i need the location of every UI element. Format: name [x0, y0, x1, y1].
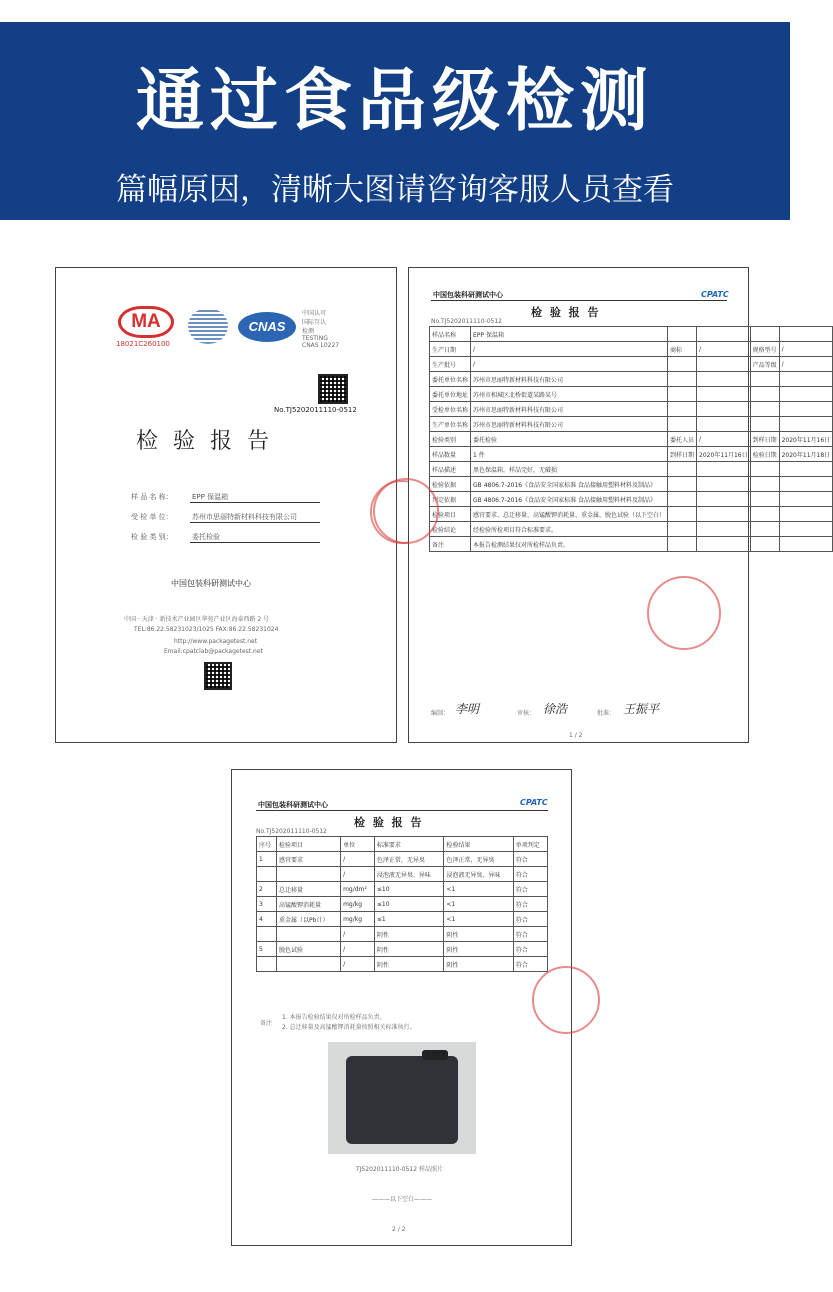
table-row	[430, 357, 833, 372]
table-cell: 备注	[430, 537, 471, 552]
table-row	[430, 447, 833, 462]
table-cell: 5	[257, 942, 277, 957]
table-cell	[779, 522, 833, 537]
table-cell: 脱色试验	[277, 942, 341, 957]
table-cell: 委托单位地址	[430, 387, 471, 402]
table-cell: /	[341, 957, 375, 972]
table-cell: 符合	[513, 867, 547, 882]
table-cell: 委托人员	[668, 432, 697, 447]
sign-label: 批准：	[597, 710, 616, 717]
field-value: EPP 保温箱	[192, 493, 229, 501]
table-cell	[697, 402, 751, 417]
table-cell	[277, 867, 341, 882]
table-cell: 符合	[513, 852, 547, 867]
table-header-row	[257, 837, 548, 852]
table-cell	[750, 477, 779, 492]
table-cell: mg/dm²	[341, 882, 375, 897]
center-tel: TEL:86.22.58231023/1025 FAX:86.22.58231024	[134, 626, 279, 633]
table-row	[257, 957, 548, 972]
sign-label: 编制：	[431, 710, 450, 717]
report-title: 检 验 报 告	[136, 429, 273, 454]
table-cell	[750, 462, 779, 477]
cpatc-logo: CPATC	[520, 798, 548, 807]
table-cell: 阴性	[444, 957, 513, 972]
table-cell: 苏州市思丽特新材料科技有限公司	[471, 402, 668, 417]
table-row	[430, 477, 833, 492]
table-cell	[697, 372, 751, 387]
table-cell: 到样日期	[668, 447, 697, 462]
end-marker: ———以下空白———	[372, 1196, 433, 1203]
table-cell: 符合	[513, 882, 547, 897]
table-row	[430, 327, 833, 342]
sample-photo	[328, 1042, 476, 1154]
table-cell	[697, 507, 751, 522]
table-cell	[750, 387, 779, 402]
field-value: 委托检验	[192, 533, 220, 541]
table-cell	[697, 477, 751, 492]
red-seal-stamp	[532, 966, 600, 1034]
report-number: No.TJ5202011110-0512	[274, 406, 357, 414]
column-header: 单项判定	[513, 837, 547, 852]
table-cell: 检验结论	[430, 522, 471, 537]
table-cell	[750, 507, 779, 522]
table-cell: 阴性	[374, 942, 443, 957]
page-number: 1 / 2	[569, 732, 583, 739]
table-cell	[697, 462, 751, 477]
table-cell: 本报告检测结果仅对所检样品负责。	[471, 537, 668, 552]
photo-caption: TJ5202011110-0512 样品照片	[356, 1166, 443, 1173]
cma-logo: MA	[118, 306, 174, 338]
table-cell: 2020年11月16日	[779, 432, 833, 447]
center-address: 中国 · 天津 · 新技术产业园区华苑产业区海泰西路 2 号	[124, 616, 270, 623]
table-cell: <1	[444, 897, 513, 912]
table-cell: 检验依据	[430, 477, 471, 492]
table-cell: 规格型号	[750, 342, 779, 357]
table-cell	[779, 417, 833, 432]
table-row	[257, 852, 548, 867]
header-rule	[431, 300, 727, 301]
table-row	[257, 942, 548, 957]
table-cell	[668, 357, 697, 372]
table-row	[257, 867, 548, 882]
table-cell	[697, 537, 751, 552]
table-cell	[779, 507, 833, 522]
report-page-1	[408, 267, 831, 743]
table-cell: 浸泡液无异臭、异味	[444, 867, 513, 882]
table-cell: 阴性	[444, 927, 513, 942]
table-cell	[668, 372, 697, 387]
table-cell: ≤10	[374, 882, 443, 897]
table-cell: 符合	[513, 897, 547, 912]
cma-code: 18021C260100	[116, 340, 170, 348]
table-cell: 检验类别	[430, 432, 471, 447]
table-cell: 生产单位名称	[430, 417, 471, 432]
report-number: No.TJ5202011110-0512	[431, 318, 503, 325]
table-cell	[668, 507, 697, 522]
cnas-logo: CNAS	[238, 312, 296, 342]
table-cell: 阴性	[374, 927, 443, 942]
table-cell: 符合	[513, 942, 547, 957]
table-cell: 产品等级	[750, 357, 779, 372]
table-cell: GB 4806.7-2016《食品安全国家标准 食品接触用塑料材料及制品》	[471, 477, 668, 492]
center-name: 中国包装科研测试中心	[258, 801, 328, 809]
table-cell: 色泽正常，无异臭	[374, 852, 443, 867]
table-cell: 重金属（以Pb计）	[277, 912, 341, 927]
table-cell	[779, 402, 833, 417]
report-title: 检 验 报 告	[354, 816, 424, 829]
column-header: 检验项目	[277, 837, 341, 852]
table-cell: GB 4806.7-2016《食品安全国家标准 食品接触用塑料材料及制品》	[471, 492, 668, 507]
table-cell: 苏州市相城区北桥街道某路某号	[471, 387, 668, 402]
red-seal-stamp	[647, 576, 721, 650]
qr-code	[318, 374, 348, 404]
table-cell	[779, 372, 833, 387]
insulated-box	[346, 1056, 458, 1144]
header-banner	[0, 22, 790, 220]
table-cell: 高锰酸钾消耗量	[277, 897, 341, 912]
table-cell: 2020年11月18日	[779, 447, 833, 462]
table-cell: 浸泡液无异臭、异味	[374, 867, 443, 882]
table-row	[430, 402, 833, 417]
table-cell	[779, 492, 833, 507]
table-cell: /	[779, 342, 833, 357]
table-cell	[257, 957, 277, 972]
table-cell	[697, 492, 751, 507]
table-cell: 苏州市思丽特新材料科技有限公司	[471, 372, 668, 387]
red-seal-stamp	[373, 478, 439, 544]
center-name: 中国包装科研测试中心	[433, 291, 503, 299]
note-line: 1. 本报告检验结果仅对所检样品负责。	[282, 1014, 386, 1021]
banner-subtitle: 篇幅原因，清晰大图请咨询客服人员查看	[116, 172, 674, 208]
table-cell	[697, 327, 751, 342]
table-row	[430, 522, 833, 537]
table-cell: mg/kg	[341, 897, 375, 912]
results-table	[256, 836, 548, 972]
table-cell: /	[341, 927, 375, 942]
table-cell	[668, 327, 697, 342]
table-cell: 检验日期	[750, 447, 779, 462]
table-cell: 阴性	[444, 942, 513, 957]
table-cell: 商标	[668, 342, 697, 357]
table-cell: 1	[257, 852, 277, 867]
report-cover	[55, 267, 397, 743]
table-cell	[697, 357, 751, 372]
table-cell	[697, 387, 751, 402]
table-row	[430, 342, 833, 357]
table-cell: 感官要求	[277, 852, 341, 867]
table-row	[430, 537, 833, 552]
table-cell: /	[779, 357, 833, 372]
table-cell: 黑色保温箱，样品完好，无破损	[471, 462, 668, 477]
field-label: 受 检 单 位：	[131, 513, 173, 521]
table-cell	[697, 417, 751, 432]
field-underline	[190, 542, 320, 543]
signature-reviewer: 徐浩	[543, 702, 568, 716]
table-row	[430, 462, 833, 477]
table-cell	[697, 522, 751, 537]
table-cell: 判定依据	[430, 492, 471, 507]
table-cell: 符合	[513, 957, 547, 972]
report-title: 检 验 报 告	[531, 306, 601, 319]
center-name: 中国包装科研测试中心	[171, 579, 251, 588]
table-cell	[750, 537, 779, 552]
column-header: 检验结果	[444, 837, 513, 852]
signature-approver: 王振平	[623, 702, 660, 716]
table-cell: 2020年11月16日	[697, 447, 751, 462]
table-cell	[257, 927, 277, 942]
table-cell: /	[341, 867, 375, 882]
table-cell: 符合	[513, 912, 547, 927]
note-label: 备注	[260, 1020, 273, 1027]
column-header: 序号	[257, 837, 277, 852]
table-cell: 感官要求、总迁移量、高锰酸钾消耗量、重金属、脱色试验（以下空白）	[471, 507, 668, 522]
table-row	[257, 897, 548, 912]
header-rule	[256, 810, 548, 811]
qr-code	[204, 662, 232, 690]
table-row	[430, 507, 833, 522]
table-cell: EPP 保温箱	[471, 327, 668, 342]
table-cell	[668, 417, 697, 432]
column-header: 标准要求	[374, 837, 443, 852]
signature-compiler: 李明	[455, 702, 480, 716]
table-row	[430, 387, 833, 402]
table-cell: /	[697, 432, 751, 447]
table-cell	[668, 492, 697, 507]
table-cell	[668, 387, 697, 402]
table-cell	[277, 927, 341, 942]
table-cell	[668, 462, 697, 477]
report-number: No.TJ5202011110-0512	[256, 828, 328, 835]
field-label: 检 验 类 别：	[131, 533, 173, 541]
table-row	[257, 912, 548, 927]
table-row	[430, 492, 833, 507]
table-cell: ≤10	[374, 897, 443, 912]
table-cell	[668, 537, 697, 552]
table-cell	[277, 957, 341, 972]
field-label: 样 品 名 称：	[131, 493, 173, 501]
table-cell: 生产批号	[430, 357, 471, 372]
table-cell: 色泽正常，无异臭	[444, 852, 513, 867]
table-cell: <1	[444, 912, 513, 927]
note-line: 2. 总迁移量及高锰酸钾消耗量按照相关标准执行。	[282, 1024, 416, 1031]
page-number: 2 / 2	[392, 1226, 406, 1233]
table-cell: /	[471, 342, 668, 357]
table-cell	[779, 477, 833, 492]
table-cell	[668, 477, 697, 492]
cnas-text: 中国认可 国际互认 检测 TESTING CNAS L0227	[302, 310, 340, 349]
table-row	[430, 417, 833, 432]
table-cell	[750, 372, 779, 387]
table-cell: 1 件	[471, 447, 668, 462]
column-header: 单位	[341, 837, 375, 852]
table-cell	[750, 417, 779, 432]
table-cell: 生产日期	[430, 342, 471, 357]
table-cell: mg/kg	[341, 912, 375, 927]
table-cell: 2	[257, 882, 277, 897]
ilac-mra-logo	[188, 308, 228, 344]
report-info-table	[429, 326, 833, 552]
table-cell: 经检验所检项目符合标准要求。	[471, 522, 668, 537]
table-cell: /	[471, 357, 668, 372]
cpatc-logo: CPATC	[701, 290, 729, 299]
table-cell: /	[341, 852, 375, 867]
table-row	[257, 927, 548, 942]
banner-title: 通过食品级检测	[135, 62, 654, 141]
report-page-2	[231, 769, 572, 1246]
table-cell	[750, 402, 779, 417]
table-cell	[257, 867, 277, 882]
table-cell: 总迁移量	[277, 882, 341, 897]
table-cell: 符合	[513, 927, 547, 942]
box-lid-handle	[422, 1050, 448, 1060]
table-cell: 苏州市思丽特新材料科技有限公司	[471, 417, 668, 432]
table-cell: ≤1	[374, 912, 443, 927]
center-web: http://www.packagetest.net	[174, 638, 258, 645]
field-value: 苏州市思丽特新材料科技有限公司	[192, 513, 297, 521]
table-cell: 到样日期	[750, 432, 779, 447]
table-row	[257, 882, 548, 897]
table-cell: 样品名称	[430, 327, 471, 342]
table-row	[430, 372, 833, 387]
table-cell: 委托检验	[471, 432, 668, 447]
table-cell: 3	[257, 897, 277, 912]
table-cell	[668, 522, 697, 537]
table-cell: /	[341, 942, 375, 957]
table-cell	[779, 387, 833, 402]
table-cell	[750, 327, 779, 342]
table-cell	[779, 462, 833, 477]
table-cell: 4	[257, 912, 277, 927]
table-cell: 样品数量	[430, 447, 471, 462]
table-cell	[750, 522, 779, 537]
field-underline	[190, 522, 320, 523]
center-email: Email:cpatclab@packagetest.net	[164, 648, 263, 655]
table-cell: 委托单位名称	[430, 372, 471, 387]
table-cell: 阴性	[374, 957, 443, 972]
table-cell	[668, 402, 697, 417]
table-cell: 检验项目	[430, 507, 471, 522]
table-cell	[750, 492, 779, 507]
field-underline	[190, 502, 320, 503]
table-cell: /	[697, 342, 751, 357]
table-cell	[779, 327, 833, 342]
table-cell: <1	[444, 882, 513, 897]
table-cell: 受检单位名称	[430, 402, 471, 417]
table-row	[430, 432, 833, 447]
table-cell: 样品描述	[430, 462, 471, 477]
sign-label: 审核：	[517, 710, 536, 717]
table-cell	[779, 537, 833, 552]
